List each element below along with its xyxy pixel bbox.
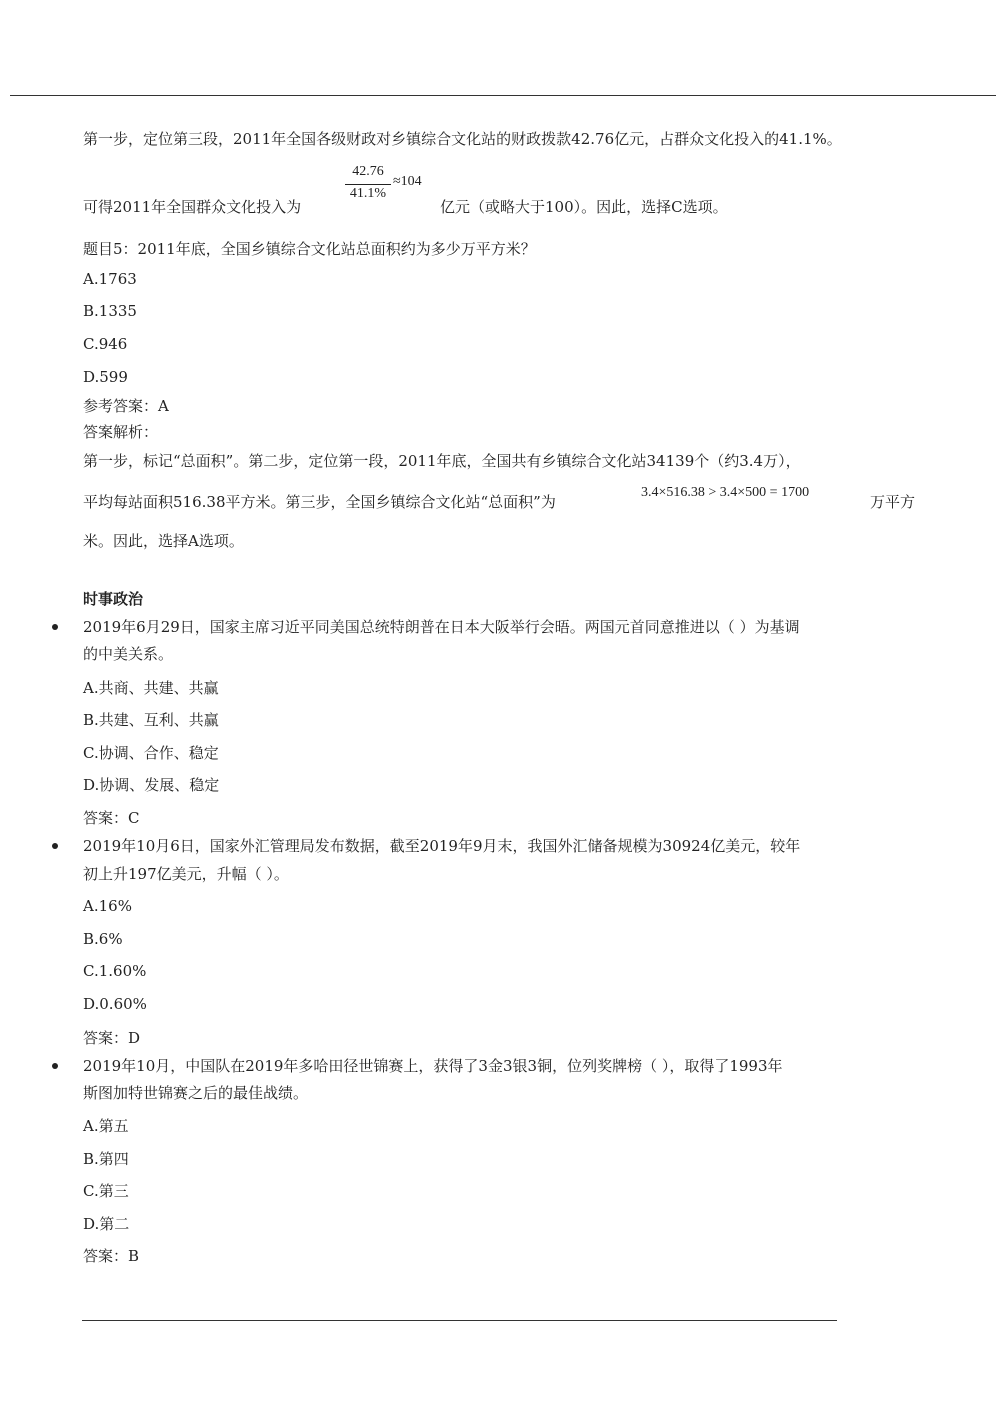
cq2-option-d: D.0.60% (83, 995, 147, 1013)
footer-rule (82, 1320, 837, 1321)
cq3-option-a: A.第五 (83, 1117, 129, 1135)
cq3-option-c: C.第三 (83, 1182, 129, 1200)
cq1-text-line2: 的中美关系。 (83, 645, 174, 663)
bullet-icon (52, 1063, 58, 1069)
fraction-approx: ≈104 (393, 174, 422, 189)
q5-option-c: C.946 (83, 335, 128, 353)
step-paragraph: 第一步，定位第三段，2011年全国各级财政对乡镇综合文化站的财政拨款42.76亿元，占群众文化投入的41.1%。 (83, 130, 842, 148)
cq1-option-d: D.协调、发展、稳定 (83, 776, 220, 794)
cq3-option-b: B.第四 (83, 1150, 129, 1168)
cq2-option-a: A.16% (83, 897, 132, 915)
fraction-bar (345, 184, 391, 185)
q5-option-b: B.1335 (83, 302, 137, 320)
bullet-icon (52, 624, 58, 630)
header-rule (10, 95, 996, 96)
cq3-text-line1: 2019年10月，中国队在2019年多哈田径世锦赛上，获得了3金3银3铜，位列奖牌榜（ ），取得了1993年 (83, 1057, 783, 1075)
cq1-option-c: C.协调、合作、稳定 (83, 744, 219, 762)
q5-analysis-line1: 第一步，标记“总面积”。第二步，定位第一段，2011年底，全国共有乡镇综合文化站34139个（约3.4万）， (83, 452, 801, 470)
q5-analysis-line3: 米。因此，选择A选项。 (83, 532, 244, 550)
bullet-icon (52, 843, 58, 849)
q5-analysis-line2: 平均每站面积516.38平方米。第三步，全国乡镇综合文化站“总面积”为 (83, 493, 556, 511)
q5-option-d: D.599 (83, 368, 128, 386)
section-title: 时事政治 (83, 590, 144, 608)
cq3-option-d: D.第二 (83, 1215, 130, 1233)
question-5: 题目5：2011年底，全国乡镇综合文化站总面积约为多少万平方米？ (83, 240, 536, 258)
cq1-option-a: A.共商、共建、共赢 (83, 679, 219, 697)
fraction-numerator: 42.76 (352, 164, 384, 179)
cq1-answer: 答案：C (83, 809, 140, 827)
q5-answer: 参考答案：A (83, 397, 169, 415)
cq3-text-line2: 斯图加特世锦赛之后的最佳战绩。 (83, 1084, 309, 1102)
cq1-text-line1: 2019年6月29日，国家主席习近平同美国总统特朗普在日本大阪举行会晤。两国元首同意推进以（ ）为基调 (83, 618, 800, 636)
result-suffix: 亿元（或略大于100）。因此，选择C选项。 (440, 198, 728, 216)
cq1-option-b: B.共建、互利、共赢 (83, 711, 219, 729)
fraction-denominator: 41.1% (349, 186, 387, 201)
cq2-answer: 答案：D (83, 1029, 141, 1047)
cq2-option-c: C.1.60% (83, 962, 147, 980)
q5-analysis-label: 答案解析： (83, 423, 159, 441)
q5-option-a: A.1763 (83, 270, 137, 288)
area-formula: 3.4×516.38 > 3.4×500 = 1700 (641, 485, 810, 500)
cq2-text-line2: 初上升197亿美元，升幅（ ）。 (83, 865, 289, 883)
cq2-option-b: B.6% (83, 930, 123, 948)
cq2-text-line1: 2019年10月6日，国家外汇管理局发布数据，截至2019年9月末，我国外汇储备规模为30924亿美元，较年 (83, 837, 801, 855)
result-prefix: 可得2011年全国群众文化投入为 (83, 198, 302, 216)
q5-analysis-line2-end: 万平方 (870, 493, 916, 511)
cq3-answer: 答案：B (83, 1247, 140, 1265)
